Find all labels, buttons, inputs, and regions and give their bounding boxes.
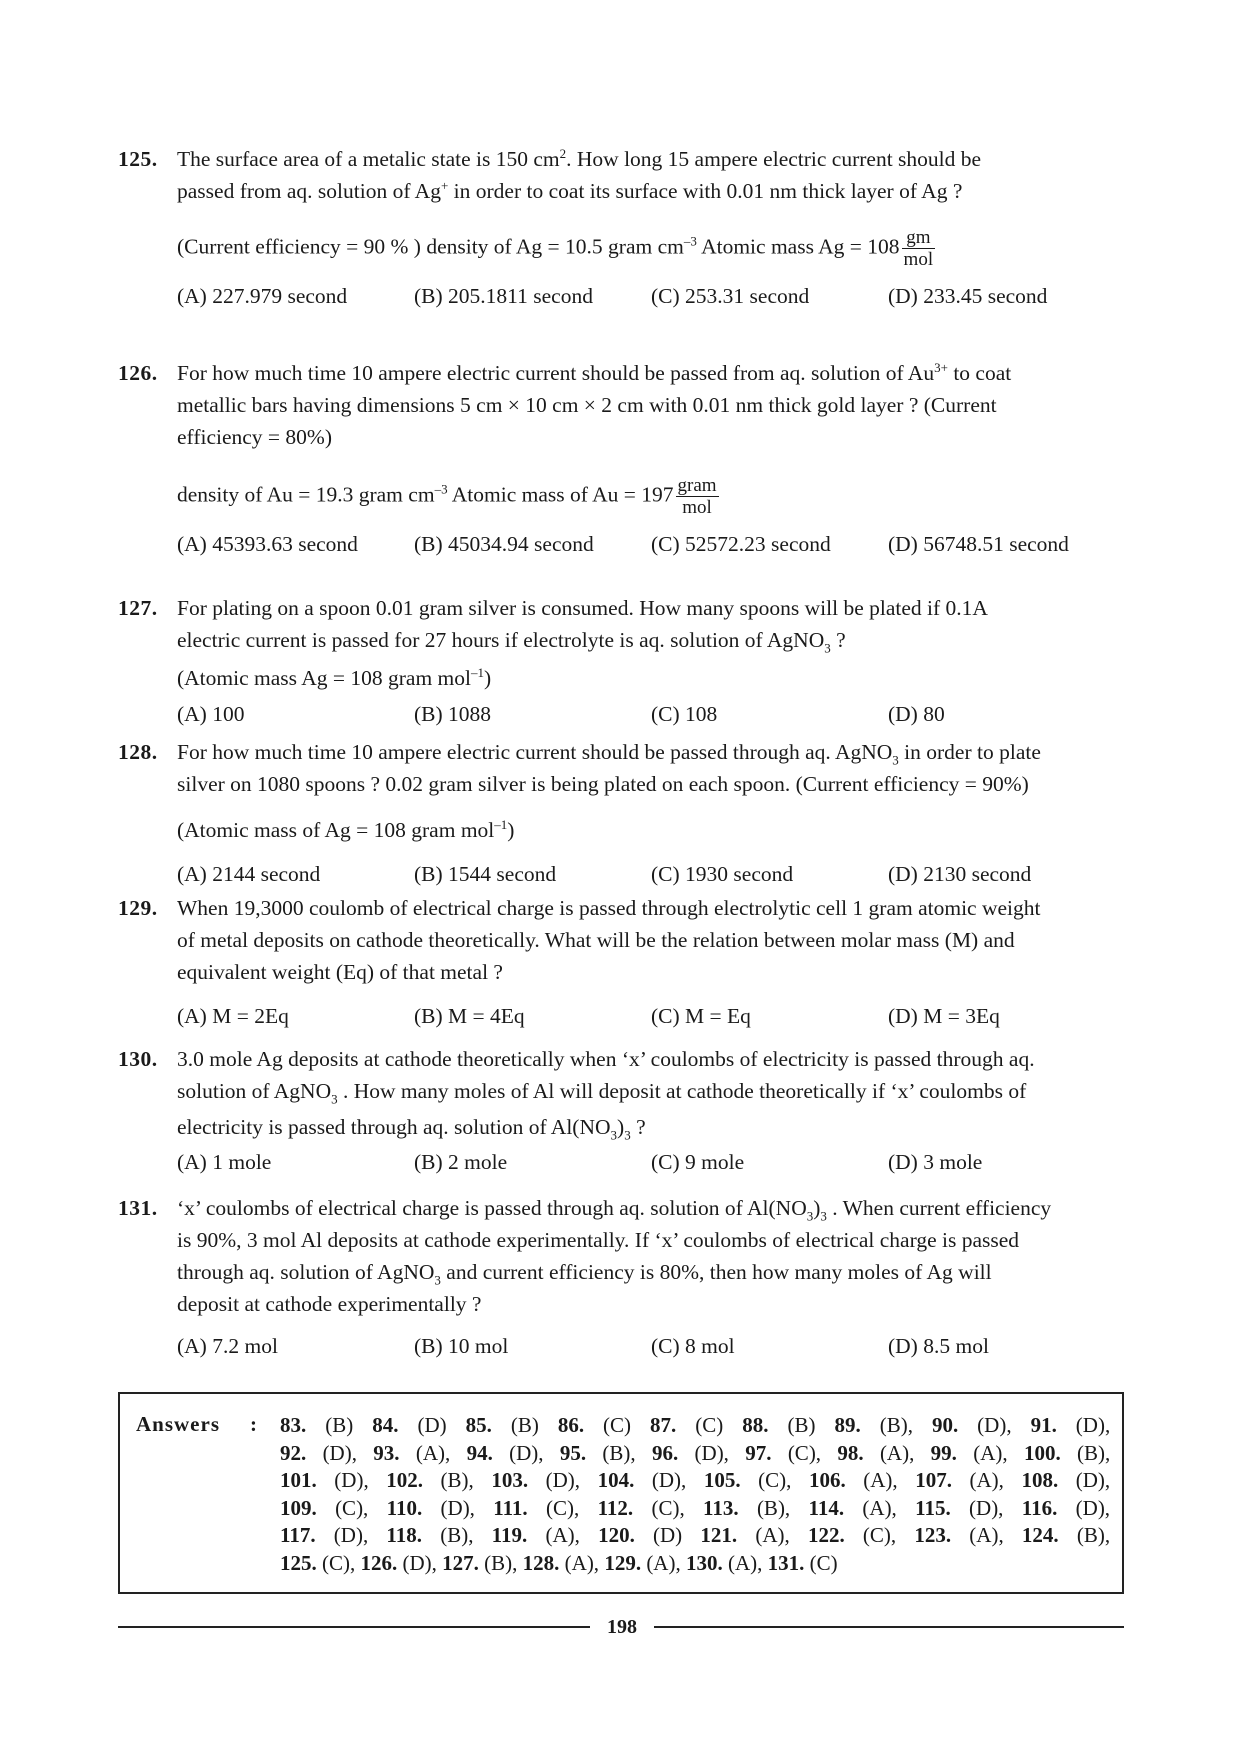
answer-number: 93. (373, 1440, 400, 1465)
answer-number: 87. (650, 1413, 677, 1437)
answer-choice: (D), (1075, 1495, 1111, 1520)
answer-options (177, 858, 1128, 890)
answer-key-line (280, 1550, 1110, 1578)
question-line: For how much time 10 ampere electric current should be passed from aq. solution of $Au^{3+}$ to coat (177, 359, 1012, 385)
answers-label: Answers (136, 1412, 220, 1436)
option-a: (A) 1 mole (177, 1150, 272, 1174)
answer-number: 107. (915, 1468, 952, 1492)
question-data-line: (Atomic mass of Ag = 108 gram mol$^{-1}$) (177, 816, 515, 842)
option-c: (C) 1930 second (651, 862, 794, 886)
answer-choice: (A), (755, 1523, 790, 1547)
answer-number: 101. (280, 1468, 317, 1492)
answer-choice: (D) (653, 1523, 683, 1547)
answer-choice: (A), (646, 1550, 681, 1575)
answer-number: 97. (745, 1440, 772, 1465)
question-line: of metal deposits on cathode theoretically. What will be the relation between molar mass (M) and (177, 928, 1015, 952)
answer-choice: (D), (509, 1440, 544, 1465)
answer-number: 117. (280, 1523, 316, 1547)
answer-number: 108. (1021, 1468, 1059, 1492)
answer-number: 115. (915, 1495, 951, 1520)
answer-number: 119. (491, 1523, 528, 1547)
answer-number: 131. (767, 1550, 805, 1575)
answer-number: 123. (914, 1523, 952, 1547)
answer-choice: (D), (334, 1468, 369, 1492)
question-data-line: (Current efficiency = 90 % ) density of Ag = 10.5 gram $cm^{-3}$ Atomic mass Ag = 108 $\frac{gm}{\text{mol}}$ (177, 227, 934, 270)
question-number: 125. (118, 147, 158, 171)
question-line: is 90%, 3 mol Al deposits at cathode experimentally. If ‘x’ coulombs of electrical charge is passed (177, 1228, 1020, 1252)
answer-number: 90. (931, 1413, 959, 1437)
answer-number: 130. (685, 1550, 723, 1575)
question-line: deposit at cathode experimentally ? (177, 1292, 482, 1316)
answer-choice: (B), (440, 1523, 474, 1547)
answer-key-line (280, 1495, 1110, 1523)
question-text (177, 1192, 1128, 1320)
answer-choice: (C) (695, 1413, 724, 1437)
answer-choice: (A), (564, 1550, 600, 1575)
answer-choice: (D), (322, 1440, 357, 1465)
option-c: (C) 8 mol (651, 1334, 735, 1358)
answer-number: 91. (1030, 1413, 1057, 1437)
answer-number: 116. (1021, 1495, 1058, 1520)
answer-number: 85. (465, 1413, 492, 1437)
answer-choice: (C), (546, 1495, 580, 1520)
question-text (177, 736, 1128, 846)
answer-key (280, 1412, 1110, 1577)
question-number: 131. (118, 1196, 158, 1220)
answer-choice: (D) (417, 1413, 447, 1437)
answer-number: 92. (280, 1440, 307, 1465)
option-a: (A) M = 2Eq (177, 1004, 289, 1028)
option-c: (C) 9 mole (651, 1150, 745, 1174)
answer-choice: (A), (969, 1468, 1004, 1492)
question-125 (118, 143, 1128, 312)
question-129 (118, 892, 1128, 1032)
question-text (177, 592, 1128, 694)
question-number: 128. (118, 740, 158, 764)
answer-choice: (D), (333, 1523, 369, 1547)
answer-number: 96. (651, 1440, 679, 1465)
answer-choice: (B) (787, 1413, 816, 1437)
answer-choice: (A), (969, 1523, 1004, 1547)
option-d: (D) M = 3Eq (888, 1004, 1000, 1028)
answer-number: 112. (597, 1495, 634, 1520)
answer-number: 105. (703, 1468, 741, 1492)
question-line: The surface area of a metalic state is 150 $cm^2$. How long 15 ampere electric current should be (177, 145, 982, 171)
answer-choice: (B), (756, 1495, 791, 1520)
answer-choice: (C), (862, 1523, 897, 1547)
option-b: (B) 205.1811 second (414, 284, 593, 308)
answer-choice: (D), (1075, 1413, 1111, 1437)
answer-number: 103. (491, 1468, 529, 1492)
answer-choice: (B), (1077, 1440, 1111, 1465)
answer-key-line (280, 1522, 1110, 1550)
answer-number: 126. (360, 1550, 398, 1575)
page-footer (118, 1612, 1124, 1642)
page-number: 198 (607, 1616, 637, 1638)
answer-number: 83. (280, 1413, 307, 1437)
answer-number: 122. (807, 1523, 845, 1547)
answer-number: 114. (808, 1495, 845, 1520)
answer-number: 89. (834, 1413, 861, 1437)
fraction: $\frac{gm}{\text{mol}}$ (903, 227, 934, 270)
answer-options (177, 528, 1128, 560)
option-c: (C) 52572.23 second (651, 532, 831, 556)
option-b: (B) 10 mol (414, 1334, 509, 1358)
question-text (177, 357, 1128, 518)
option-d: (D) 56748.51 second (888, 532, 1069, 556)
answers-box (118, 1392, 1124, 1594)
question-line: passed from aq. solution of Ag+ in order to coat its surface with 0.01 nm thick layer of Ag ? (177, 177, 963, 203)
answer-choice: (C) (809, 1550, 838, 1575)
answer-number: 128. (522, 1550, 560, 1575)
option-a: (A) 2144 second (177, 862, 321, 886)
answer-key-line (280, 1467, 1110, 1495)
question-line: electric current is passed for 27 hours if electrolyte is aq. solution of AgNO$_3$ ? (177, 628, 846, 656)
option-d: (D) 2130 second (888, 862, 1032, 886)
answer-options (177, 1146, 1128, 1178)
answer-choice: (A), (879, 1440, 915, 1465)
answer-choice: (D), (402, 1550, 437, 1575)
answer-options (177, 698, 1128, 730)
answer-choice: (B), (440, 1468, 474, 1492)
option-b: (B) 45034.94 second (414, 532, 594, 556)
question-126 (118, 357, 1128, 560)
answer-number: 99. (930, 1440, 957, 1465)
option-a: (A) 45393.63 second (177, 532, 358, 556)
answer-number: 124. (1021, 1523, 1059, 1547)
option-d: (D) 233.45 second (888, 284, 1048, 308)
answer-choice: (D), (440, 1495, 475, 1520)
answer-number: 86. (557, 1413, 585, 1437)
answer-key-line (280, 1412, 1110, 1440)
fraction: $\frac{\text{gram}}{\text{mol}}$ (677, 475, 717, 518)
answer-key-line (280, 1440, 1110, 1468)
question-line: solution of AgNO$_3$ . How many moles of Al will deposit at cathode theoretically if ‘x’ coulombs of (177, 1079, 1027, 1107)
answer-number: 120. (598, 1523, 635, 1547)
answer-choice: (B), (484, 1550, 518, 1575)
answer-choice: (A), (863, 1468, 898, 1492)
answer-number: 102. (386, 1468, 423, 1492)
answer-number: 111. (493, 1495, 528, 1520)
option-c: (C) 108 (651, 702, 718, 726)
answer-choice: (A), (973, 1440, 1008, 1465)
answer-number: 84. (372, 1413, 399, 1437)
answer-choice: (B) (325, 1413, 354, 1437)
question-text (177, 892, 1128, 988)
answer-number: 109. (280, 1495, 317, 1520)
answer-choice: (B), (1076, 1523, 1111, 1547)
answer-choice: (D), (694, 1440, 729, 1465)
question-line: efficiency = 80%) (177, 425, 332, 449)
answer-choice: (A), (862, 1495, 897, 1520)
question-line: ‘x’ coulombs of electrical charge is passed through aq. solution of $Al(NO_3)_3$ . When current efficiency (177, 1196, 1052, 1224)
option-d: (D) 80 (888, 702, 945, 726)
option-b: (B) 1544 second (414, 862, 557, 886)
footer-rule-right (654, 1626, 1124, 1628)
answer-choice: (B) (510, 1413, 539, 1437)
question-line: metallic bars having dimensions 5 cm × 10 cm × 2 cm with 0.01 nm thick gold layer ? (Current (177, 393, 997, 417)
answer-choice: (D), (1075, 1468, 1111, 1492)
question-line: equivalent weight (Eq) of that metal ? (177, 960, 503, 984)
answer-choice: (D), (651, 1468, 687, 1492)
answer-options (177, 1000, 1128, 1032)
answer-choice: (D), (545, 1468, 581, 1492)
question-line: 3.0 mole Ag deposits at cathode theoretically when ‘x’ coulombs of electricity is passed through aq. (177, 1047, 1035, 1071)
footer-rule-left (118, 1626, 590, 1628)
answer-options (177, 1330, 1128, 1362)
question-data-line: (Atomic mass Ag = 108 gram mol$^{-1}$) (177, 664, 492, 690)
option-b: (B) 2 mole (414, 1150, 508, 1174)
answer-choice: (C), (335, 1495, 369, 1520)
answer-choice: (C), (758, 1468, 792, 1492)
question-line: silver on 1080 spoons ? 0.02 gram silver is being plated on each spoon. (Current efficiency = 90%) (177, 772, 1029, 796)
answer-number: 127. (442, 1550, 479, 1575)
question-127 (118, 592, 1128, 730)
answer-choice: (D), (969, 1495, 1004, 1520)
question-128 (118, 736, 1128, 890)
answer-options (177, 280, 1128, 312)
answer-choice: (A), (545, 1523, 580, 1547)
answer-number: 95. (559, 1440, 587, 1465)
question-data-line: density of Au = 19.3 gram $cm^{-3}$ Atomic mass of Au = 197 $\frac{\text{gram}}{\text{mol}}$ (177, 475, 717, 518)
question-line: For plating on a spoon 0.01 gram silver is consumed. How many spoons will be plated if 0.1A (177, 596, 988, 620)
question-number: 129. (118, 896, 158, 920)
answer-number: 125. (280, 1550, 317, 1575)
question-130 (118, 1043, 1128, 1178)
option-c: (C) M = Eq (651, 1004, 751, 1028)
answer-number: 94. (466, 1440, 493, 1465)
option-b: (B) 1088 (414, 702, 492, 726)
answer-number: 98. (837, 1440, 864, 1465)
option-d: (D) 3 mole (888, 1150, 983, 1174)
answer-choice: (C), (787, 1440, 822, 1465)
option-c: (C) 253.31 second (651, 284, 810, 308)
option-a: (A) 7.2 mol (177, 1334, 278, 1358)
question-number: 126. (118, 361, 158, 385)
answer-choice: (C), (651, 1495, 685, 1520)
answer-number: 129. (604, 1550, 642, 1575)
answer-choice: (C) (603, 1413, 632, 1437)
answer-number: 106. (808, 1468, 846, 1492)
answer-choice: (A), (727, 1550, 763, 1575)
answer-number: 88. (742, 1413, 769, 1437)
question-text (177, 143, 1128, 270)
question-line: For how much time 10 ampere electric current should be passed through aq. AgNO$_3$ in order to plate (177, 740, 1041, 768)
answer-number: 121. (700, 1523, 738, 1547)
option-b: (B) M = 4Eq (414, 1004, 525, 1028)
question-131 (118, 1192, 1128, 1362)
answer-number: 104. (597, 1468, 635, 1492)
option-d: (D) 8.5 mol (888, 1334, 989, 1358)
question-number: 130. (118, 1047, 158, 1071)
question-text (177, 1043, 1128, 1143)
answer-choice: (C), (322, 1550, 356, 1575)
answers-colon: : (250, 1412, 257, 1436)
answer-choice: (B), (879, 1413, 913, 1437)
question-line: through aq. solution of AgNO$_3$ and current efficiency is 80%, then how many moles of Ag will (177, 1260, 992, 1288)
answer-choice: (A), (415, 1440, 451, 1465)
option-a: (A) 227.979 second (177, 284, 348, 308)
answer-number: 100. (1023, 1440, 1061, 1465)
option-a: (A) 100 (177, 702, 245, 726)
answer-choice: (D), (977, 1413, 1012, 1437)
question-number: 127. (118, 596, 158, 620)
answer-number: 110. (386, 1495, 423, 1520)
answer-number: 113. (703, 1495, 739, 1520)
answer-number: 118. (386, 1523, 422, 1547)
answer-choice: (B), (602, 1440, 636, 1465)
question-line: electricity is passed through aq. solution of $Al(NO_3)_3$ ? (177, 1115, 646, 1143)
question-line: When 19,3000 coulomb of electrical charge is passed through electrolytic cell 1 gram atomic weight (177, 896, 1041, 920)
